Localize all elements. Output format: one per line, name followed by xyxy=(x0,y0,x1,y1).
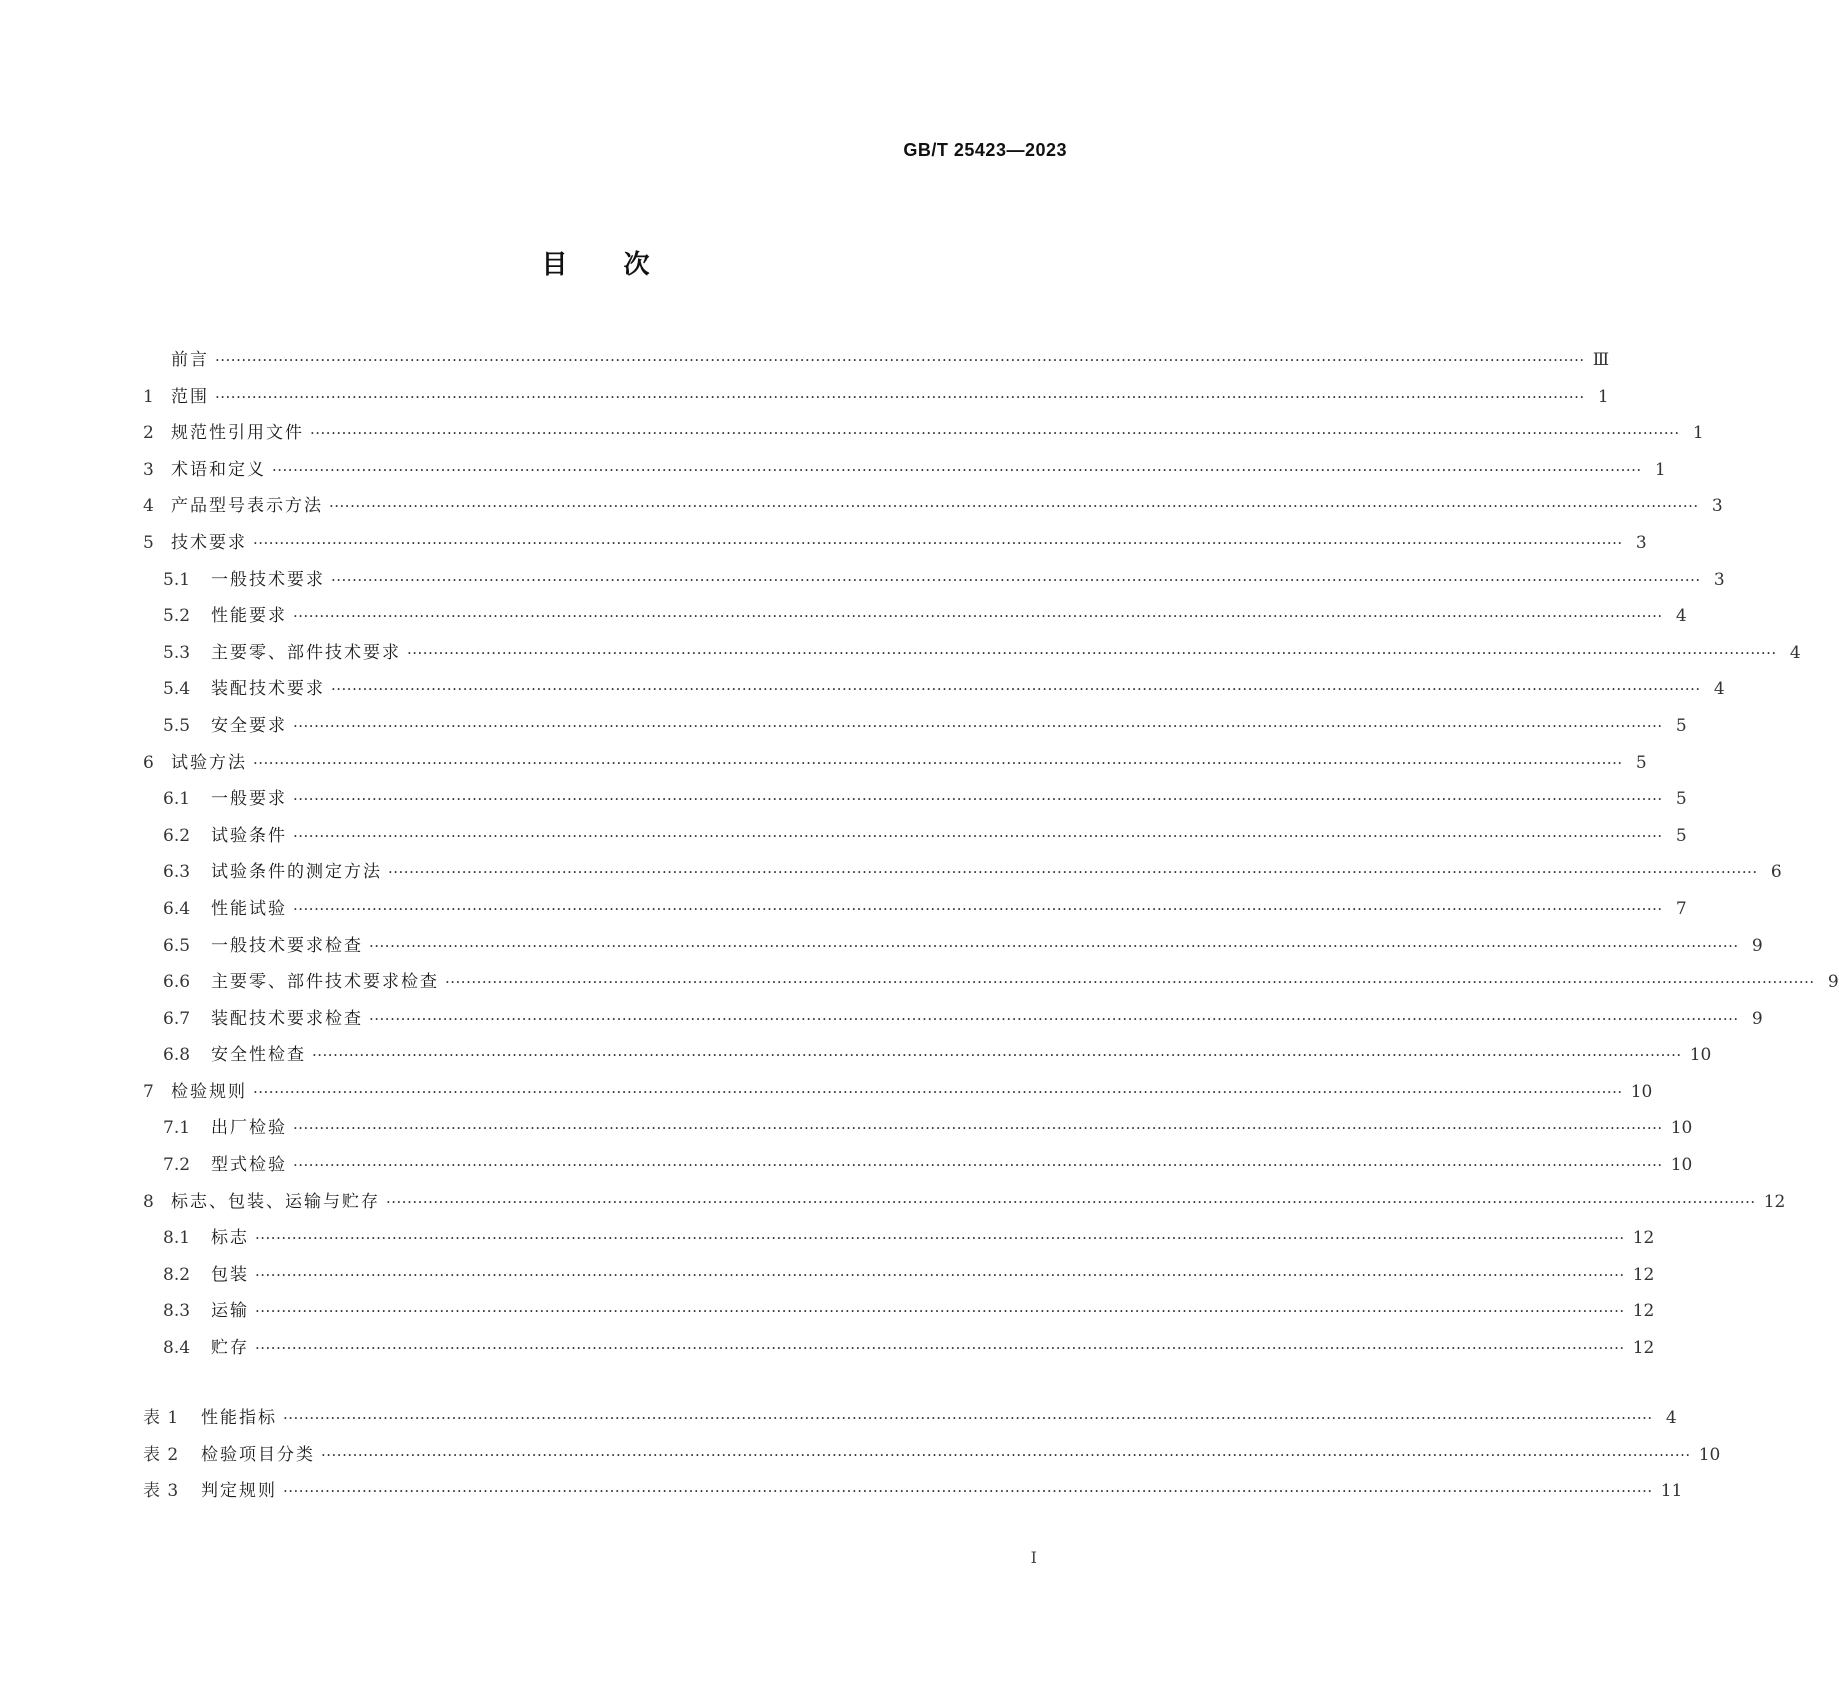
toc-entry-label: 试验条件的测定方法 xyxy=(211,862,382,883)
leader-dots: ···································································································································································································································································· xyxy=(445,973,1815,992)
toc-entry-number: 5 xyxy=(143,532,154,553)
toc-entry-page: Ⅲ xyxy=(1592,350,1610,370)
toc-entry-number: 5.1 xyxy=(163,569,191,590)
toc-entry[interactable] xyxy=(143,1110,1693,1147)
toc-entry-label: 型式检验 xyxy=(211,1155,287,1176)
toc-entry-label: 术语和定义 xyxy=(171,459,266,480)
toc-entry-number: 6.7 xyxy=(163,1008,191,1029)
toc-entry-page: 6 xyxy=(1770,862,1782,883)
toc-entry-label: 装配技术要求检查 xyxy=(211,1008,363,1029)
toc-entry[interactable] xyxy=(143,415,1704,452)
leader-dots: ···································································································································································································································································· xyxy=(255,1339,1625,1358)
leader-dots: ···································································································································································································································································· xyxy=(272,460,1642,479)
leader-dots: ···································································································································································································································································· xyxy=(255,1302,1625,1321)
toc-entry-number: 8.4 xyxy=(163,1338,191,1359)
toc-entry[interactable] xyxy=(143,928,1763,965)
toc-entry-page: 5 xyxy=(1635,752,1647,773)
toc-entry-label: 性能要求 xyxy=(211,606,287,627)
leader-dots: ···································································································································································································································································· xyxy=(283,1482,1653,1501)
leader-dots: ···································································································································································································································································· xyxy=(293,790,1663,809)
toc-entry-page: 10 xyxy=(1689,1045,1712,1066)
leader-dots: ···································································································································································································································································· xyxy=(331,680,1701,699)
toc-entry-label: 试验方法 xyxy=(171,752,247,773)
table-entry-page: 11 xyxy=(1660,1481,1683,1502)
toc-entry-number: 5.5 xyxy=(163,715,191,736)
title-char-1: 目 xyxy=(541,250,568,280)
leader-dots: ···································································································································································································································································· xyxy=(388,863,1758,882)
table-entry[interactable] xyxy=(143,1473,1683,1510)
toc-entry-page: 9 xyxy=(1751,1008,1763,1029)
toc-entry-label: 技术要求 xyxy=(171,532,247,553)
toc-entry-label: 主要零、部件技术要求 xyxy=(211,642,401,663)
toc-entry[interactable] xyxy=(143,891,1687,928)
leader-dots: ···································································································································································································································································· xyxy=(215,351,1585,369)
toc-entry-number: 6.1 xyxy=(163,789,191,810)
toc-entry-number: 6.3 xyxy=(163,862,191,883)
toc-entry-page: 9 xyxy=(1827,972,1839,993)
toc-entry-label: 试验条件 xyxy=(211,825,287,846)
leader-dots: ···································································································································································································································································· xyxy=(293,716,1663,735)
toc-entry[interactable] xyxy=(143,964,1839,1001)
toc-entry[interactable] xyxy=(143,1184,1786,1221)
toc-entry-page: 12 xyxy=(1632,1264,1655,1285)
toc-entry[interactable] xyxy=(143,1257,1655,1294)
leader-dots: ···································································································································································································································································· xyxy=(310,424,1680,443)
toc-entry-page: 12 xyxy=(1632,1228,1655,1249)
toc-entry-page: 4 xyxy=(1789,642,1801,663)
toc-entry-page: 1 xyxy=(1692,423,1704,444)
toc-entry-label: 产品型号表示方法 xyxy=(171,496,323,517)
leader-dots: ···································································································································································································································································· xyxy=(255,1229,1625,1248)
toc-entry-page: 12 xyxy=(1632,1338,1655,1359)
toc-entry[interactable] xyxy=(143,745,1647,782)
toc-entry-number: 6.6 xyxy=(163,972,191,993)
toc-entry-label: 贮存 xyxy=(211,1338,249,1359)
toc-entry-page: 10 xyxy=(1670,1155,1693,1176)
toc-entry-label: 包装 xyxy=(211,1264,249,1285)
leader-dots: ···································································································································································································································································· xyxy=(407,643,1777,662)
toc-entry-label: 主要零、部件技术要求检查 xyxy=(211,972,439,993)
toc-entry-number: 3 xyxy=(143,459,154,480)
toc-entry[interactable] xyxy=(143,781,1687,818)
table-entry-number: 表 2 xyxy=(143,1444,180,1465)
leader-dots: ···································································································································································································································································· xyxy=(331,570,1701,589)
leader-dots: ···································································································································································································································································· xyxy=(293,826,1663,845)
toc-entry[interactable] xyxy=(143,854,1782,891)
toc-entry-page: 5 xyxy=(1675,789,1687,810)
toc-entry-page: 3 xyxy=(1711,496,1723,517)
table-entry[interactable] xyxy=(143,1400,1677,1437)
title-char-2: 次 xyxy=(623,250,650,280)
toc-entry[interactable] xyxy=(143,1074,1653,1111)
toc-entry[interactable] xyxy=(143,379,1609,416)
toc-entry-page: 3 xyxy=(1635,532,1647,553)
toc-entry-label: 前言 xyxy=(171,350,209,370)
toc-entry[interactable] xyxy=(143,708,1687,745)
toc-entry[interactable] xyxy=(143,1330,1655,1367)
toc-entry-label: 一般技术要求 xyxy=(211,569,325,590)
toc-entry-label: 运输 xyxy=(211,1301,249,1322)
toc-entry[interactable] xyxy=(143,671,1725,708)
page-number: I xyxy=(1030,1548,1037,1567)
toc-entry-label: 一般技术要求检查 xyxy=(211,935,363,956)
toc-entry[interactable] xyxy=(143,1147,1693,1184)
leader-dots: ···································································································································································································································································· xyxy=(369,1009,1739,1028)
leader-dots: ···································································································································································································································································· xyxy=(293,1119,1663,1138)
toc-entry-page: 5 xyxy=(1675,825,1687,846)
toc-entry-page: 12 xyxy=(1763,1191,1786,1212)
toc-entry[interactable] xyxy=(143,488,1723,525)
toc-entry-number: 6.8 xyxy=(163,1045,191,1066)
toc-entry-number: 5.3 xyxy=(163,642,191,663)
toc-entry-label: 标志、包装、运输与贮存 xyxy=(171,1191,380,1212)
toc-entry-label: 规范性引用文件 xyxy=(171,423,304,444)
toc-entry-label: 性能试验 xyxy=(211,898,287,919)
toc-entry-page: 5 xyxy=(1675,715,1687,736)
leader-dots: ···································································································································································································································································· xyxy=(253,1082,1623,1101)
table-entry-page: 4 xyxy=(1665,1408,1677,1428)
toc-entry-number: 2 xyxy=(143,423,154,444)
leader-dots: ···································································································································································································································································· xyxy=(329,497,1699,516)
leader-dots: ···································································································································································································································································· xyxy=(312,1046,1682,1065)
leader-dots: ···································································································································································································································································· xyxy=(283,1409,1653,1427)
toc-entry[interactable] xyxy=(143,1220,1655,1257)
toc-entry-number: 5.4 xyxy=(163,679,191,700)
toc-entry-label: 检验规则 xyxy=(171,1081,247,1102)
toc-entry-page: 4 xyxy=(1713,679,1725,700)
toc-entry-number: 1 xyxy=(143,386,154,407)
leader-dots: ···································································································································································································································································· xyxy=(293,607,1663,626)
toc-entry-number: 7.2 xyxy=(163,1155,191,1176)
toc-entry-number: 6.2 xyxy=(163,825,191,846)
leader-dots: ···································································································································································································································································· xyxy=(253,533,1623,552)
toc-entry-number: 6.5 xyxy=(163,935,191,956)
table-entry-label: 判定规则 xyxy=(201,1481,277,1502)
toc-entry-number: 4 xyxy=(143,496,154,517)
toc-entry-page: 10 xyxy=(1670,1118,1693,1139)
table-entry-page: 10 xyxy=(1698,1444,1721,1465)
toc-entry[interactable] xyxy=(143,452,1666,489)
toc-entry-number: 6 xyxy=(143,752,154,773)
toc-entry[interactable] xyxy=(143,1001,1763,1038)
toc-entry-page: 12 xyxy=(1632,1301,1655,1322)
toc-entry-label: 一般要求 xyxy=(211,789,287,810)
toc-entry[interactable] xyxy=(143,562,1725,599)
toc-entry-number: 8.1 xyxy=(163,1228,191,1249)
toc-entry-page: 1 xyxy=(1654,459,1666,480)
toc-entry-number: 6.4 xyxy=(163,898,191,919)
toc-entry-page: 7 xyxy=(1675,898,1687,919)
toc-entry-number: 8.2 xyxy=(163,1264,191,1285)
toc-entry[interactable] xyxy=(143,1037,1712,1074)
toc-entry-page: 1 xyxy=(1597,386,1609,407)
table-of-contents xyxy=(143,342,1839,1367)
table-entry-label: 性能指标 xyxy=(201,1408,277,1428)
toc-entry[interactable] xyxy=(143,635,1801,672)
leader-dots: ···································································································································································································································································· xyxy=(293,1156,1663,1175)
toc-entry-page: 10 xyxy=(1630,1081,1653,1102)
toc-entry-label: 安全要求 xyxy=(211,715,287,736)
toc-entry-page: 4 xyxy=(1675,606,1687,627)
table-entry[interactable] xyxy=(143,1437,1721,1474)
table-entry-number: 表 3 xyxy=(143,1481,180,1502)
toc-entry-number: 8.3 xyxy=(163,1301,191,1322)
toc-entry[interactable] xyxy=(143,525,1647,562)
page-title xyxy=(0,244,1191,281)
toc-entry-label: 出厂检验 xyxy=(211,1118,287,1139)
standard-code: GB/T 25423—2023 xyxy=(903,140,1067,160)
toc-entry-label: 安全性检查 xyxy=(211,1045,306,1066)
toc-entry-number: 7.1 xyxy=(163,1118,191,1139)
table-entry-number: 表 1 xyxy=(143,1408,180,1428)
toc-entry[interactable] xyxy=(143,342,1610,379)
toc-entry-label: 范围 xyxy=(171,386,209,407)
leader-dots: ···································································································································································································································································· xyxy=(293,899,1663,918)
list-of-tables xyxy=(143,1400,1721,1510)
toc-entry[interactable] xyxy=(143,1293,1655,1330)
toc-entry-number: 5.2 xyxy=(163,606,191,627)
table-entry-label: 检验项目分类 xyxy=(201,1444,315,1465)
leader-dots: ···································································································································································································································································· xyxy=(253,753,1623,772)
toc-entry[interactable] xyxy=(143,818,1687,855)
toc-entry-label: 标志 xyxy=(211,1228,249,1249)
leader-dots: ···································································································································································································································································· xyxy=(255,1265,1625,1284)
leader-dots: ···································································································································································································································································· xyxy=(215,387,1585,406)
toc-entry-number: 7 xyxy=(143,1081,154,1102)
toc-entry-page: 3 xyxy=(1713,569,1725,590)
toc-entry-number: 8 xyxy=(143,1191,154,1212)
leader-dots: ···································································································································································································································································· xyxy=(321,1445,1691,1464)
toc-entry-page: 9 xyxy=(1751,935,1763,956)
toc-entry[interactable] xyxy=(143,598,1687,635)
toc-entry-label: 装配技术要求 xyxy=(211,679,325,700)
leader-dots: ···································································································································································································································································· xyxy=(369,936,1739,955)
leader-dots: ···································································································································································································································································· xyxy=(386,1192,1756,1211)
